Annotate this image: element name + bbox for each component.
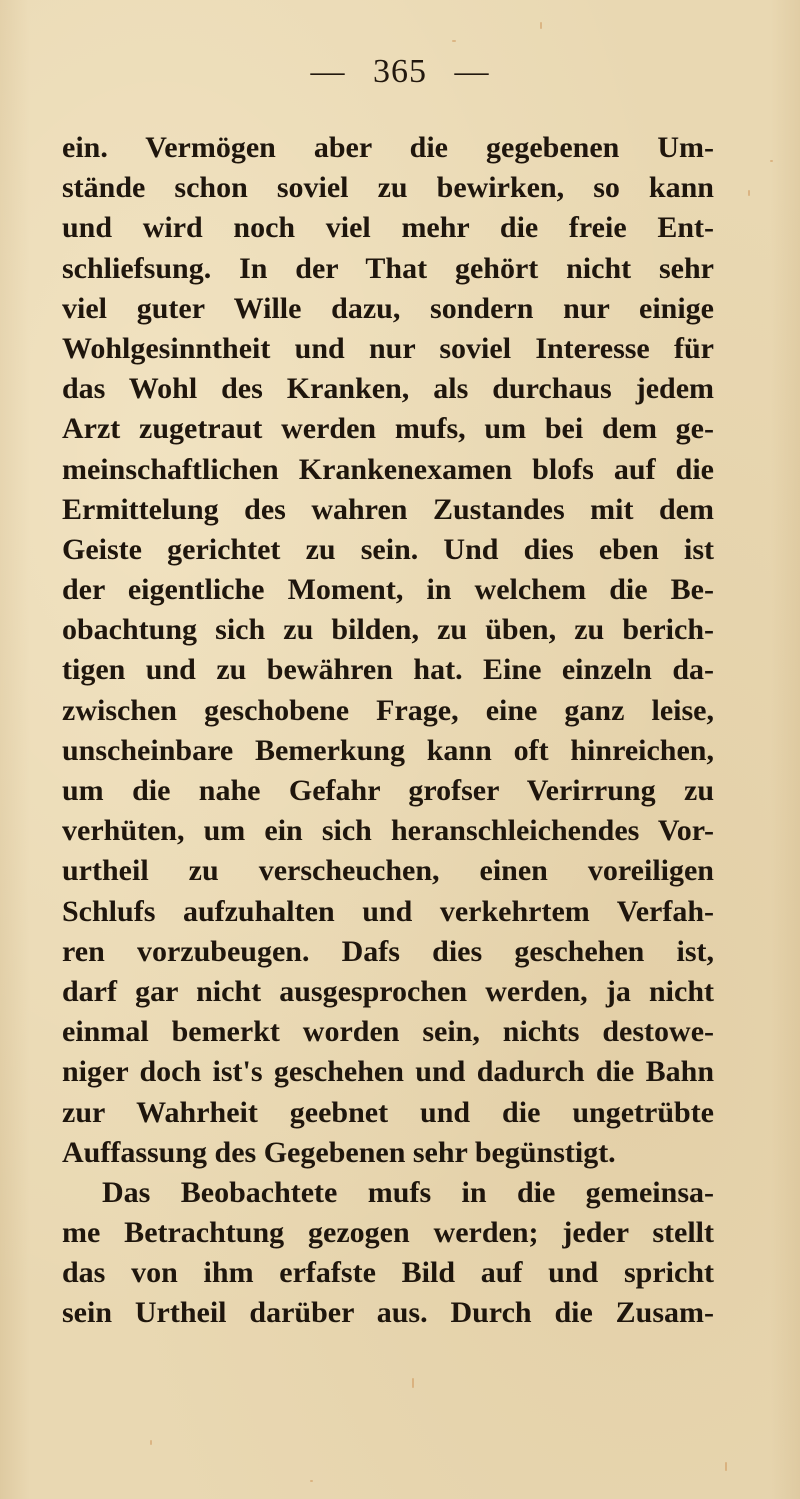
text-line: tigen und zu bewähren hat. Eine einzeln da- [62,653,714,687]
text-line: zwischen geschobene Frage, eine ganz leise, [62,693,714,727]
text-line: der eigentliche Moment, in welchem die Be- [62,573,714,607]
text-line: niger doch ist's geschehen und dadurch die Bahn [62,1055,714,1089]
text-line: Geiste gerichtet zu sein. Und dies eben ist [62,532,714,566]
header-dash-right: — [454,53,490,90]
page-number: 365 [373,53,427,90]
paper-speck [725,1462,727,1471]
text-line: das von ihm erfafste Bild auf und spricht [62,1256,714,1290]
text-line: und wird noch viel mehr die freie Ent- [62,211,714,245]
text-line: verhüten, um ein sich heranschleichendes Vor- [62,814,714,848]
text-line: urtheil zu verscheuchen, einen voreiligen [62,854,714,888]
text-line: me Betrachtung gezogen werden; jeder stellt [62,1216,714,1250]
text-line: um die nahe Gefahr grofser Verirrung zu [62,774,714,807]
text-line: zur Wahrheit geebnet und die ungetrübte [62,1095,714,1129]
text-line: einmal bemerkt worden sein, nichts destowe- [62,1015,714,1049]
paper-speck [770,160,773,162]
text-line: unscheinbare Bemerkung kann oft hinreichen, [62,733,714,767]
paper-speck [540,22,542,29]
text-line: Wohlgesinntheit und nur soviel Interesse für [62,331,714,365]
paper-speck [150,1440,152,1445]
paragraph-end-line: Auffassung des Gegebenen sehr begünstigt. [62,1135,616,1169]
text-line: schliefsung. In der That gehört nicht sehr [62,251,714,285]
paper-speck [748,190,750,196]
paragraph-start-line: Das Beobachtete mufs in die gemeinsa- [102,1175,714,1209]
text-line: sein Urtheil darüber aus. Durch die Zusam- [62,1296,714,1330]
text-line: ren vorzubeugen. Dafs dies geschehen ist, [62,934,714,968]
paper-speck [412,1378,414,1388]
text-line: Ermittelung des wahren Zustandes mit dem [62,492,714,526]
text-line: viel guter Wille dazu, sondern nur einige [62,291,714,325]
body-text [62,128,714,1334]
paper-speck [310,1480,313,1482]
text-line: stände schon soviel zu bewirken, so kann [62,171,714,205]
text-line: darf gar nicht ausgesprochen werden, ja nicht [62,974,714,1008]
paper-speck [452,40,456,42]
text-line: obachtung sich zu bilden, zu üben, zu berich- [62,613,714,647]
header-dash-left: — [310,53,346,90]
text-line: meinschaftlichen Krankenexamen blofs auf die [62,452,714,486]
text-line: Arzt zugetraut werden mufs, um bei dem ge- [62,412,714,446]
text-line: das Wohl des Kranken, als durchaus jedem [62,372,714,406]
text-line: Schlufs aufzuhalten und verkehrtem Verfah- [62,894,714,928]
text-line: ein. Vermögen aber die gegebenen Um- [62,131,714,164]
page-header [0,52,800,92]
